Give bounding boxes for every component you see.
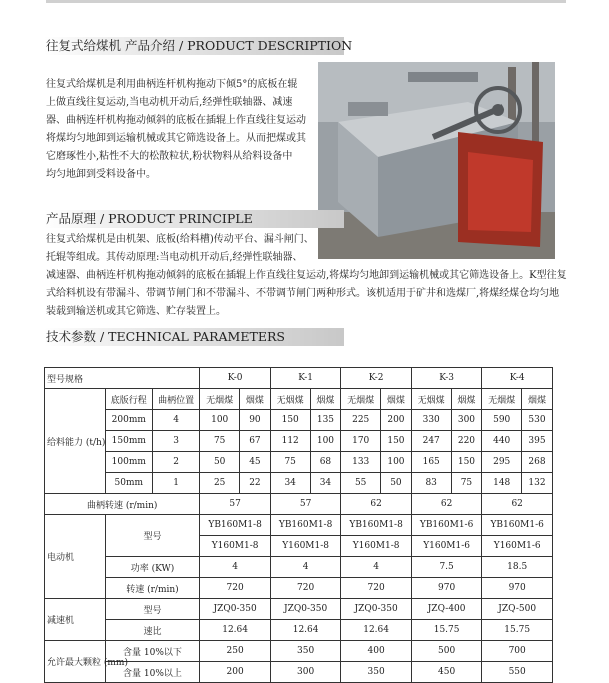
value-cell: 720: [341, 578, 412, 599]
principle-text: [46, 231, 567, 321]
stroke-cell: 100mm: [105, 452, 152, 473]
model-cell: K-2: [341, 368, 412, 389]
text-line: 上做直线往复运动,当电动机开动后,经弹性联轴器、减速: [46, 97, 293, 108]
value-cell: Y160M1-8: [270, 536, 341, 557]
section-header-parameters: [44, 328, 344, 346]
text-line: 托辊等组成。其传动原理:当电动机开动后,经弹性联轴器、: [46, 252, 303, 263]
motor-label: 电动机: [45, 515, 106, 599]
text-line: 均匀地卸到受料设备中。: [46, 169, 156, 180]
pos-cell: 1: [152, 473, 199, 494]
value-cell: 50: [200, 452, 240, 473]
text-line: 它磨琢性小,粘性不大的松散粒状,粉状物料从给料设备中: [46, 151, 293, 162]
grain-sub-label: 含量 10%以下: [105, 641, 200, 662]
ratio-label: 速比: [105, 620, 200, 641]
value-cell: Y160M1-6: [482, 536, 553, 557]
value-cell: 350: [270, 641, 341, 662]
pos-cell: 4: [152, 410, 199, 431]
product-photo: [318, 62, 555, 259]
value-cell: 75: [270, 452, 310, 473]
value-cell: 400: [341, 641, 412, 662]
stroke-cell: 50mm: [105, 473, 152, 494]
value-cell: 22: [240, 473, 271, 494]
table-row: [45, 431, 553, 452]
value-cell: 530: [522, 410, 553, 431]
value-cell: 200: [200, 662, 271, 683]
value-cell: 440: [482, 431, 522, 452]
value-cell: 12.64: [200, 620, 271, 641]
value-cell: 12.64: [270, 620, 341, 641]
value-cell: 100: [310, 431, 341, 452]
value-cell: YB160M1-8: [270, 515, 341, 536]
table-row: [45, 494, 553, 515]
value-cell: 4: [341, 557, 412, 578]
text-line: 往复式给煤机是利用曲柄连杆机构拖动下倾5°的底板在辊: [46, 79, 298, 90]
value-cell: 25: [200, 473, 240, 494]
coal-type-cell: 烟煤: [451, 389, 482, 410]
text-line: 往复式给煤机是由机架、底板(给料槽)传动平台、漏斗闸门、: [46, 234, 314, 245]
table-row: [45, 557, 553, 578]
value-cell: 450: [411, 662, 482, 683]
value-cell: 150: [381, 431, 412, 452]
value-cell: 550: [482, 662, 553, 683]
value-cell: Y160M1-6: [411, 536, 482, 557]
value-cell: JZQ-400: [411, 599, 482, 620]
value-cell: 83: [411, 473, 451, 494]
value-cell: 220: [451, 431, 482, 452]
value-cell: 57: [270, 494, 341, 515]
value-cell: 300: [451, 410, 482, 431]
value-cell: 75: [200, 431, 240, 452]
value-cell: 75: [451, 473, 482, 494]
value-cell: 68: [310, 452, 341, 473]
coal-type-cell: 烟煤: [381, 389, 412, 410]
coal-type-cell: 无烟煤: [341, 389, 381, 410]
text-line: 减速器、曲柄连杆机构拖动倾斜的底板在插辊上作直线往复运动,将煤均匀地卸到运输机械或其它筛选设备上。K型往复: [46, 270, 567, 281]
value-cell: 720: [270, 578, 341, 599]
model-label: 型号规格: [45, 368, 200, 389]
table-row: [45, 389, 553, 410]
section-header-description: [44, 37, 353, 55]
coal-type-cell: 烟煤: [522, 389, 553, 410]
coal-type-cell: 烟煤: [240, 389, 271, 410]
value-cell: 720: [200, 578, 271, 599]
stroke-cell: 200mm: [105, 410, 152, 431]
value-cell: 590: [482, 410, 522, 431]
value-cell: 133: [341, 452, 381, 473]
value-cell: 34: [310, 473, 341, 494]
value-cell: 4: [270, 557, 341, 578]
pos-cell: 3: [152, 431, 199, 452]
table-row: [45, 473, 553, 494]
text-line: 器、曲柄连杆机构拖动倾斜的底板在插辊上作直线往复运动: [46, 115, 306, 126]
value-cell: 700: [482, 641, 553, 662]
value-cell: 247: [411, 431, 451, 452]
section-header-principle: [44, 210, 344, 228]
table-row: [45, 515, 553, 536]
table-row: [45, 410, 553, 431]
description-text: [46, 76, 306, 184]
model-cell: K-4: [482, 368, 553, 389]
text-line: 装载到输送机或其它筛选、贮存装置上。: [46, 306, 226, 317]
value-cell: JZQ0-350: [341, 599, 412, 620]
value-cell: Y160M1-8: [200, 536, 271, 557]
value-cell: 57: [200, 494, 271, 515]
model-cell: K-1: [270, 368, 341, 389]
value-cell: 150: [451, 452, 482, 473]
value-cell: 300: [270, 662, 341, 683]
value-cell: 62: [341, 494, 412, 515]
value-cell: 67: [240, 431, 271, 452]
section-title: 产品原理 / PRODUCT PRINCIPLE: [46, 211, 253, 226]
value-cell: YB160M1-8: [341, 515, 412, 536]
text-line: 将煤均匀地卸到运输机械或其它筛选设备上。从而把煤或其: [46, 133, 306, 144]
value-cell: 295: [482, 452, 522, 473]
crank-pos-header: 曲柄位置: [152, 389, 199, 410]
value-cell: 15.75: [482, 620, 553, 641]
section-title: 技术参数 / TECHNICAL PARAMETERS: [46, 329, 285, 344]
section-title: 往复式给煤机 产品介绍 / PRODUCT DESCRIPTION: [46, 38, 353, 53]
coal-type-cell: 无烟煤: [200, 389, 240, 410]
coal-type-cell: 无烟煤: [270, 389, 310, 410]
coal-type-cell: 无烟煤: [411, 389, 451, 410]
value-cell: JZQ0-350: [200, 599, 271, 620]
top-rule: [46, 0, 566, 3]
value-cell: 970: [411, 578, 482, 599]
value-cell: 135: [310, 410, 341, 431]
value-cell: 90: [240, 410, 271, 431]
table-row: [45, 578, 553, 599]
grain-label: 允许最大颗粒 (mm): [45, 641, 106, 683]
model-cell: K-3: [411, 368, 482, 389]
value-cell: 15.75: [411, 620, 482, 641]
table-row: [45, 620, 553, 641]
value-cell: 12.64: [341, 620, 412, 641]
value-cell: 225: [341, 410, 381, 431]
parameters-table: [44, 367, 553, 683]
motor-model-label: 型号: [105, 515, 200, 557]
value-cell: JZQ-500: [482, 599, 553, 620]
table-row: [45, 641, 553, 662]
value-cell: 170: [341, 431, 381, 452]
coal-type-cell: 烟煤: [310, 389, 341, 410]
value-cell: 62: [482, 494, 553, 515]
coal-type-cell: 无烟煤: [482, 389, 522, 410]
value-cell: 55: [341, 473, 381, 494]
table-row: [45, 452, 553, 473]
text-line: 式给料机设有带漏斗、带调节闸门和不带漏斗、不带调节闸门两种形式。该机适用于矿井和选煤厂,将煤经煤仓均匀地: [46, 288, 560, 299]
value-cell: 148: [482, 473, 522, 494]
value-cell: YB160M1-8: [200, 515, 271, 536]
value-cell: 112: [270, 431, 310, 452]
value-cell: 268: [522, 452, 553, 473]
pos-cell: 2: [152, 452, 199, 473]
model-cell: K-0: [200, 368, 271, 389]
value-cell: 100: [381, 452, 412, 473]
stroke-header: 底版行程: [105, 389, 152, 410]
stroke-cell: 150mm: [105, 431, 152, 452]
value-cell: 970: [482, 578, 553, 599]
value-cell: JZQ0-350: [270, 599, 341, 620]
value-cell: 50: [381, 473, 412, 494]
value-cell: YB160M1-6: [482, 515, 553, 536]
value-cell: 132: [522, 473, 553, 494]
value-cell: 18.5: [482, 557, 553, 578]
value-cell: 100: [200, 410, 240, 431]
value-cell: 330: [411, 410, 451, 431]
value-cell: 62: [411, 494, 482, 515]
speed-label: 转速 (r/min): [105, 578, 200, 599]
value-cell: Y160M1-8: [341, 536, 412, 557]
value-cell: 150: [270, 410, 310, 431]
value-cell: 7.5: [411, 557, 482, 578]
reducer-label: 减速机: [45, 599, 106, 641]
power-label: 功率 (KW): [105, 557, 200, 578]
value-cell: 45: [240, 452, 271, 473]
reducer-model-label: 型号: [105, 599, 200, 620]
value-cell: 500: [411, 641, 482, 662]
crank-speed-label: 曲柄转速 (r/min): [45, 494, 200, 515]
value-cell: 165: [411, 452, 451, 473]
value-cell: 4: [200, 557, 271, 578]
value-cell: 250: [200, 641, 271, 662]
capacity-label: 给料能力 (t/h): [45, 389, 106, 494]
value-cell: YB160M1-6: [411, 515, 482, 536]
value-cell: 350: [341, 662, 412, 683]
value-cell: 395: [522, 431, 553, 452]
table-row: [45, 368, 553, 389]
grain-sub-label: 含量 10%以上: [105, 662, 200, 683]
value-cell: 34: [270, 473, 310, 494]
value-cell: 200: [381, 410, 412, 431]
table-row: [45, 599, 553, 620]
